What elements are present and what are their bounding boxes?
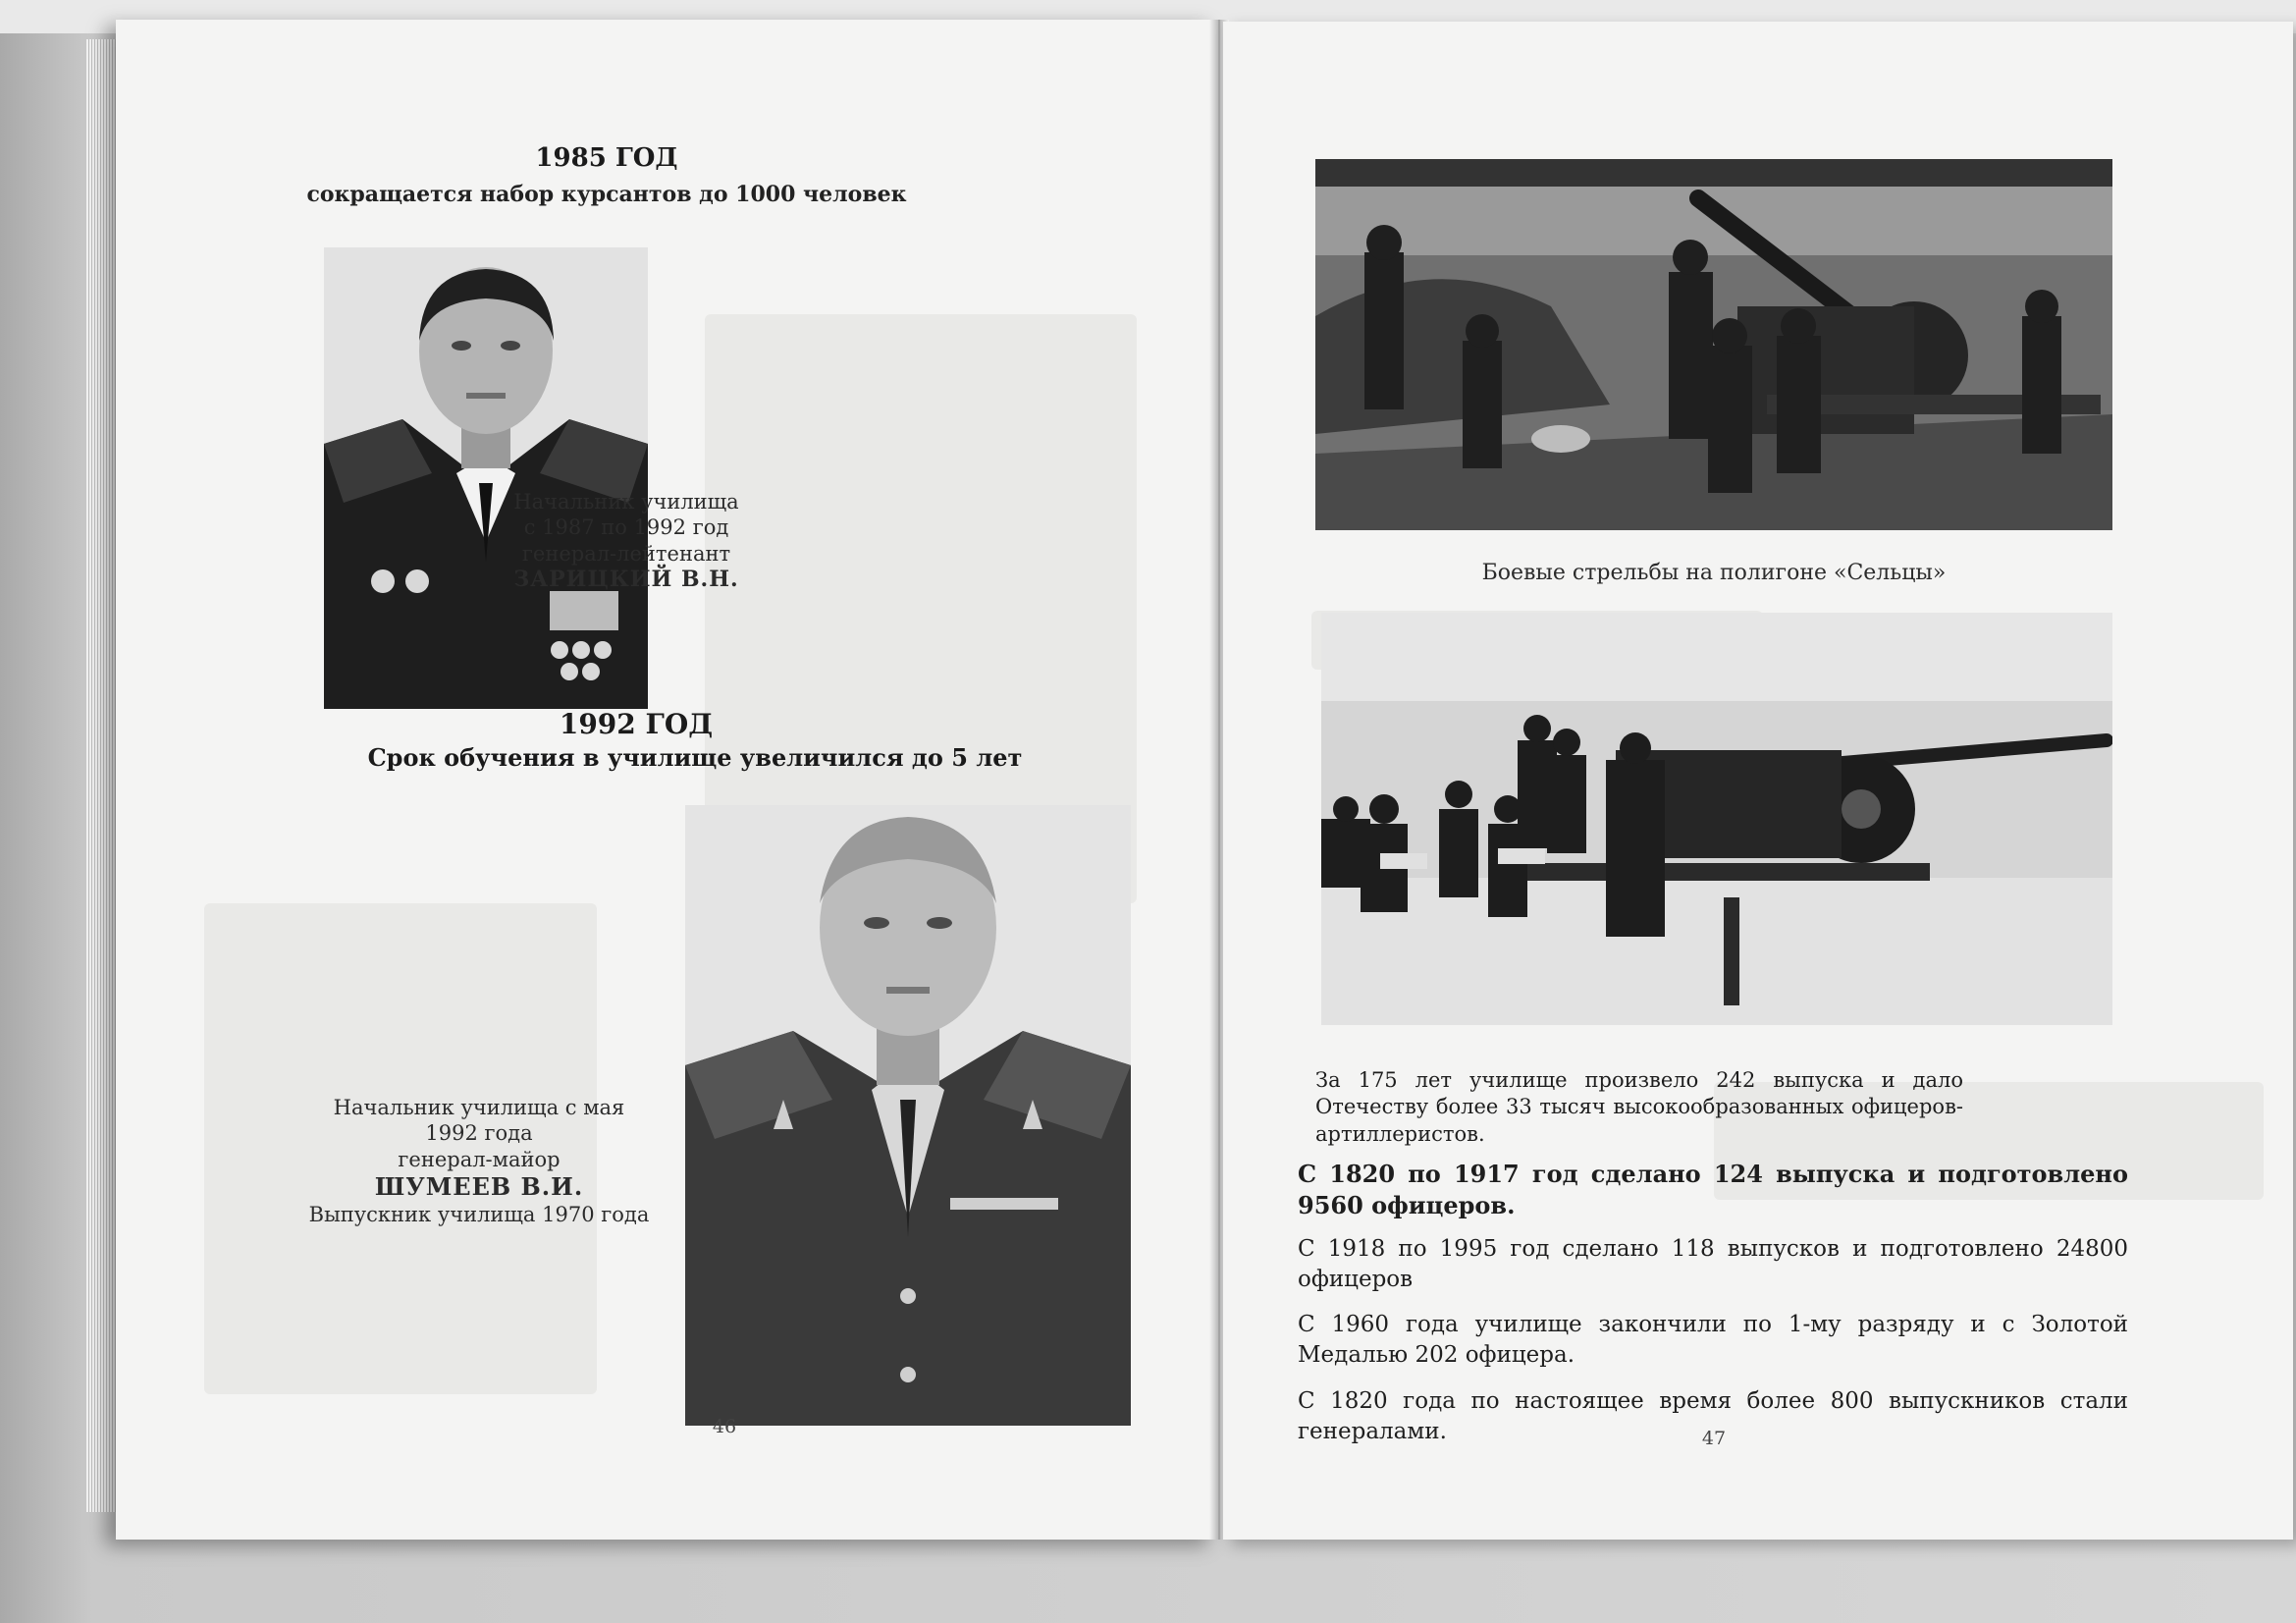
page-number-left: 46 <box>712 1416 737 1437</box>
caption-zaritsky <box>479 489 774 593</box>
paragraph-generals: С 1820 года по настоящее время более 800 выпускников стали генералами. <box>1298 1388 2128 1445</box>
year-heading-1985: 1985 ГОД <box>535 143 678 173</box>
photo-field-firing <box>1315 159 2112 530</box>
year-heading-1992: 1992 ГОД <box>559 708 714 740</box>
subtitle-1985: сокращается набор курсантов до 1000 человек <box>306 182 907 207</box>
caption-line: генерал-майор <box>398 1147 561 1171</box>
paragraph-graduations-175-years: За 175 лет училище произвело 242 выпуска и дало Отечеству более 33 тысяч высокообразованных офицеров-артиллеристов. <box>1315 1068 1963 1146</box>
caption-line: с 1987 по 1992 год <box>523 515 729 540</box>
caption-line: Выпускник училища 1970 года <box>308 1202 650 1226</box>
caption-line: генерал-лейтенант <box>521 541 731 566</box>
paragraph-1820-1917: С 1820 по 1917 год сделано 124 выпуска и подготовлено 9560 офицеров. <box>1298 1160 2128 1220</box>
caption-line: Начальник училища <box>513 490 739 514</box>
photo-winter-gun-crew <box>1321 613 2112 1025</box>
page-number-right: 47 <box>1701 1428 1727 1449</box>
caption-line: 1992 года <box>425 1121 533 1146</box>
subtitle-1992: Срок обучения в училище увеличился до 5 лет <box>367 743 1023 772</box>
right-page <box>1223 22 2293 1540</box>
paragraph-1960-gold-medal: С 1960 года училище закончили по 1-му разряду и с Золотой Медалью 202 офицера. <box>1298 1312 2128 1369</box>
portrait-shumeev <box>685 805 1131 1426</box>
left-page <box>116 20 1217 1540</box>
portrait-zaritsky <box>324 247 648 709</box>
caption-name: ЗАРИЦКИЙ В.Н. <box>513 566 739 592</box>
photo-caption-field-firing: Боевые стрельбы на полигоне «Сельцы» <box>1481 561 1947 585</box>
caption-name: ШУМЕЕВ В.И. <box>374 1171 584 1201</box>
caption-shumeev <box>293 1095 666 1227</box>
paragraph-1918-1995: С 1918 по 1995 год сделано 118 выпусков и подготовлено 24800 офицеров <box>1298 1236 2128 1293</box>
caption-line: Начальник училища с мая <box>333 1096 625 1119</box>
page-edges <box>86 39 116 1512</box>
